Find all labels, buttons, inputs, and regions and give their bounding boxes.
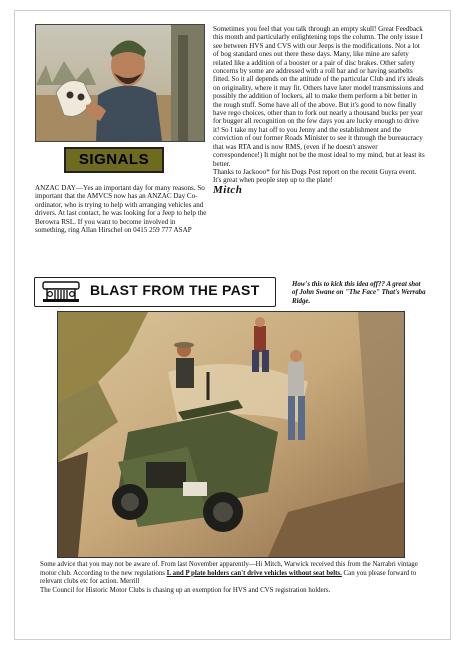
signals-heading <box>64 147 164 173</box>
photo-jeep-on-ridge <box>57 311 405 558</box>
banner-title: BLAST FROM THE PAST <box>90 282 260 298</box>
footer-emphasis: L and P plate holders can't drive vehicles without seat belts. <box>166 569 342 577</box>
editorial-paragraph-2: Thanks to Jackooo* for his Dogs Post report on the recent Guyra event. It's great when people step up to the plate! <box>213 167 417 185</box>
editorial-paragraph-1: Sometimes you feel that you talk through an empty skull! Great Feedback this month and particularly enlightening tops the column. The only issue I see between HVS and CVS with our Jeeps is the modifications. Not a lot of bog standard ones out there these days. Many, like mine are safety related like a addition of a booster or a pair of disc brakes. Other safety concerns by some are addressed with a roll bar and or having seatbelts fitted. So it all depends on the attitude of the particular Club and it's ideals on originality, where it may fit. Others have later model transmissions and possibly the addition of lockers, all to make them perform a bit better in the rough stuff. Some have all of the above. But it's good to now finally have rego choices, other than to fork out nearly a thousand bucks per year for bugger all recognition on the few days you are lucky enough to drive it! So I take my hat off to you Jenny and the establishment and the conviction of our former Roads Minister to see it through the bureaucracy that was RTA and is now RMS, (even if he doesn't answer correspondence!) It might not be the most ideal to my mind, but at least its better. <box>213 25 425 168</box>
footer-text-3: Can you please forward to relevant clubs etc for action. Merrill <box>40 569 417 585</box>
skull-photo-image <box>36 25 204 141</box>
footer-text-1: Some advice that you may not be aware of. From last November apparently—Hi Mitch, Warwick received this from the Narrabri vintage motor club. According to the new regulations <box>40 561 418 577</box>
anzac-day-paragraph <box>35 184 208 234</box>
footer-paragraph <box>40 561 432 587</box>
anzac-text <box>35 184 208 234</box>
jeep-photo-image <box>58 312 404 557</box>
photo-man-with-skull <box>35 24 205 142</box>
jeep-grille-icon <box>41 280 81 304</box>
editorial-column <box>213 25 425 194</box>
editor-signature: Mitch <box>213 183 243 196</box>
photo-caption: How's this to kick this idea off?? A great shot of John Swane on "The Face" That's Werraba Ridge. <box>292 281 426 305</box>
footer-council-note: The Council for Historic Motor Clubs is chasing up an exemption for HVS and CVS registration holders. <box>40 586 331 594</box>
blast-from-the-past-banner <box>34 277 276 307</box>
footer-notice <box>40 561 432 595</box>
anzac-body: —Yes an important day for many reasons. So important that the AMVCS now has an ANZAC Day Co-ordinator, who is trying to help with arranging vehicles and drivers. At last contact, he was looking for a Jeep to help the Berowra RSL. If you want to become involved in something, ring Allan Hirschel on 0415 259 777 ASAP <box>35 184 207 235</box>
anzac-lead: ANZAC DAY <box>35 184 76 192</box>
signals-heading-text: SIGNALS <box>78 151 150 168</box>
